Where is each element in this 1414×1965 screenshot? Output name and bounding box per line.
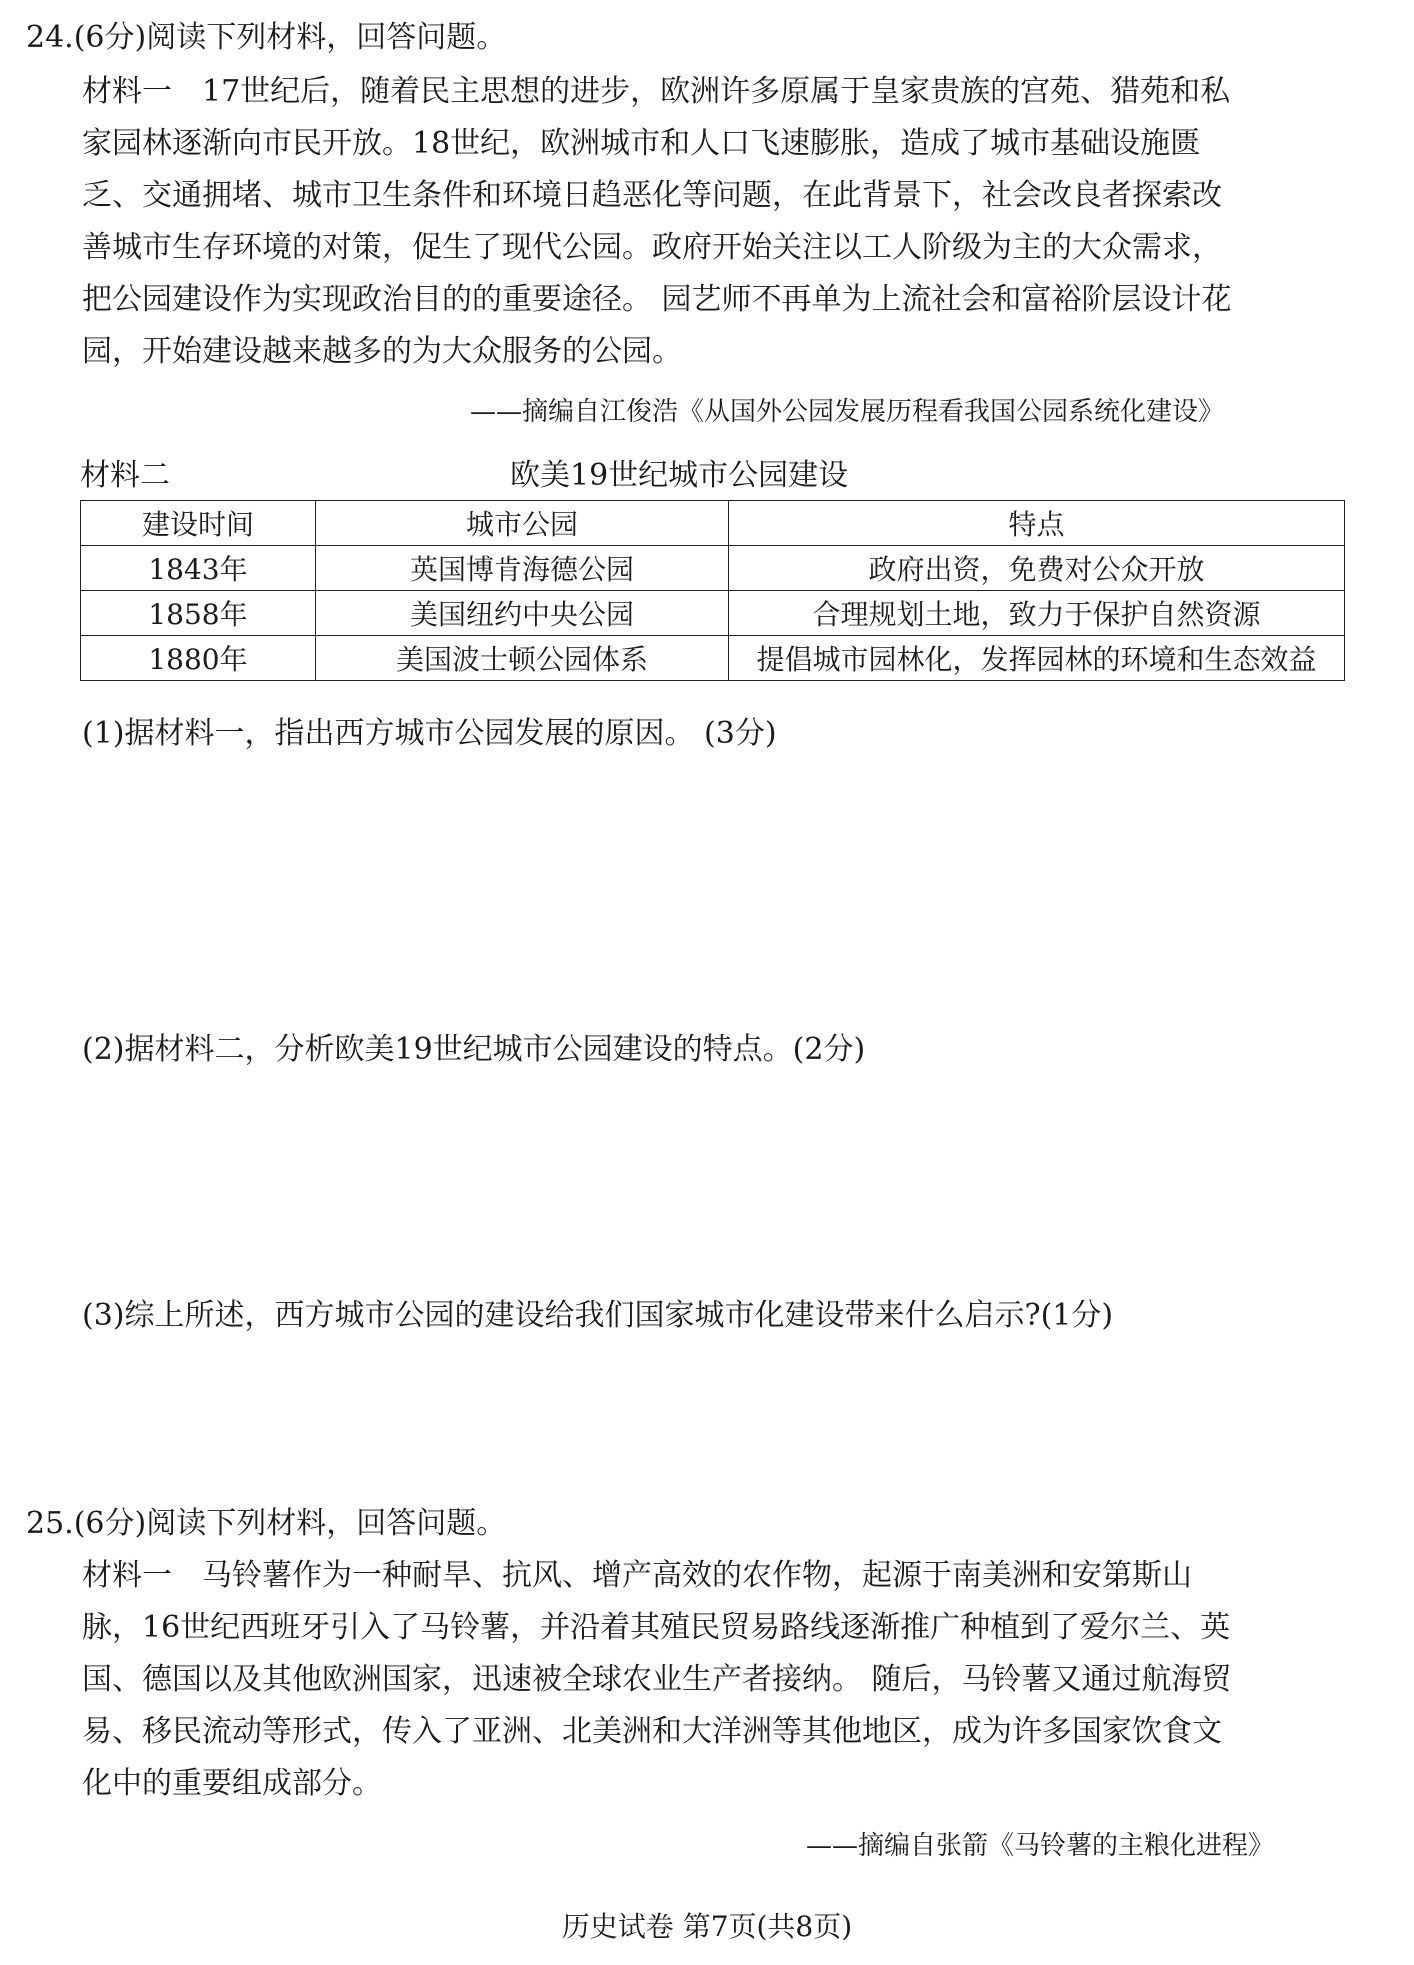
cell-park: 英国博肯海德公园: [316, 546, 729, 591]
q24-heading: 24.(6分)阅读下列材料，回答问题。: [26, 20, 507, 55]
q24-subquestion-1: (1)据材料一，指出西方城市公园发展的原因。 (3分): [82, 716, 777, 751]
cell-time: 1858年: [81, 591, 316, 636]
q25-material1-line: 易、移民流动等形式，传入了亚洲、北美洲和大洋洲等其他地区，成为许多国家饮食文: [82, 1714, 1222, 1749]
cell-park: 美国纽约中央公园: [316, 591, 729, 636]
cell-feature: 合理规划土地，致力于保护自然资源: [729, 591, 1345, 636]
q24-material1-line: 家园林逐渐向市民开放。18世纪，欧洲城市和人口飞速膨胀，造成了城市基础设施匮: [82, 126, 1201, 161]
q25-material1-line: 国、德国以及其他欧洲国家，迅速被全球农业生产者接纳。 随后，马铃薯又通过航海贸: [82, 1662, 1232, 1697]
table-row: [81, 591, 1345, 636]
header-park: 城市公园: [316, 501, 729, 546]
q24-material1-line: 园，开始建设越来越多的为大众服务的公园。: [82, 334, 682, 369]
cell-time: 1843年: [81, 546, 316, 591]
q24-material1-line: 材料一 17世纪后，随着民主思想的进步，欧洲许多原属于皇家贵族的宫苑、猎苑和私: [82, 74, 1231, 109]
q24-material1-source: ——摘编自江俊浩《从国外公园发展历程看我国公园系统化建设》: [469, 397, 1224, 427]
header-time: 建设时间: [81, 501, 316, 546]
table-row: [81, 546, 1345, 591]
table-header-row: [81, 501, 1345, 546]
q24-material1-line: 善城市生存环境的对策，促生了现代公园。政府开始关注以工人阶级为主的大众需求，: [82, 230, 1222, 265]
cell-park: 美国波士顿公园体系: [316, 636, 729, 681]
cell-feature: 提倡城市园林化，发挥园林的环境和生态效益: [729, 636, 1345, 681]
q24-material1-line: 乏、交通拥堵、城市卫生条件和环境日趋恶化等问题，在此背景下，社会改良者探索改: [82, 178, 1222, 213]
parks-table: [80, 500, 1345, 681]
q24-material2-label: 材料二: [80, 458, 170, 493]
cell-time: 1880年: [81, 636, 316, 681]
q24-subquestion-3: (3)综上所述，西方城市公园的建设给我们国家城市化建设带来什么启示?(1分): [82, 1298, 1114, 1333]
q24-subquestion-2: (2)据材料二，分析欧美19世纪城市公园建设的特点。(2分): [82, 1032, 866, 1067]
q25-material1-line: 脉，16世纪西班牙引入了马铃薯，并沿着其殖民贸易路线逐渐推广种植到了爱尔兰、英: [82, 1610, 1231, 1645]
q25-material1-source: ——摘编自张箭《马铃薯的主粮化进程》: [805, 1831, 1274, 1861]
cell-feature: 政府出资，免费对公众开放: [729, 546, 1345, 591]
page-footer: 历史试卷 第7页(共8页): [561, 1910, 853, 1943]
q25-material1-line: 材料一 马铃薯作为一种耐旱、抗风、增产高效的农作物，起源于南美洲和安第斯山: [82, 1558, 1192, 1593]
q25-heading: 25.(6分)阅读下列材料，回答问题。: [26, 1506, 507, 1541]
table-row: [81, 636, 1345, 681]
header-feature: 特点: [729, 501, 1345, 546]
q24-table-title: 欧美19世纪城市公园建设: [510, 458, 849, 493]
q25-material1-line: 化中的重要组成部分。: [82, 1766, 382, 1801]
q24-material1-line: 把公园建设作为实现政治目的的重要途径。 园艺师不再单为上流社会和富裕阶层设计花: [82, 282, 1232, 317]
